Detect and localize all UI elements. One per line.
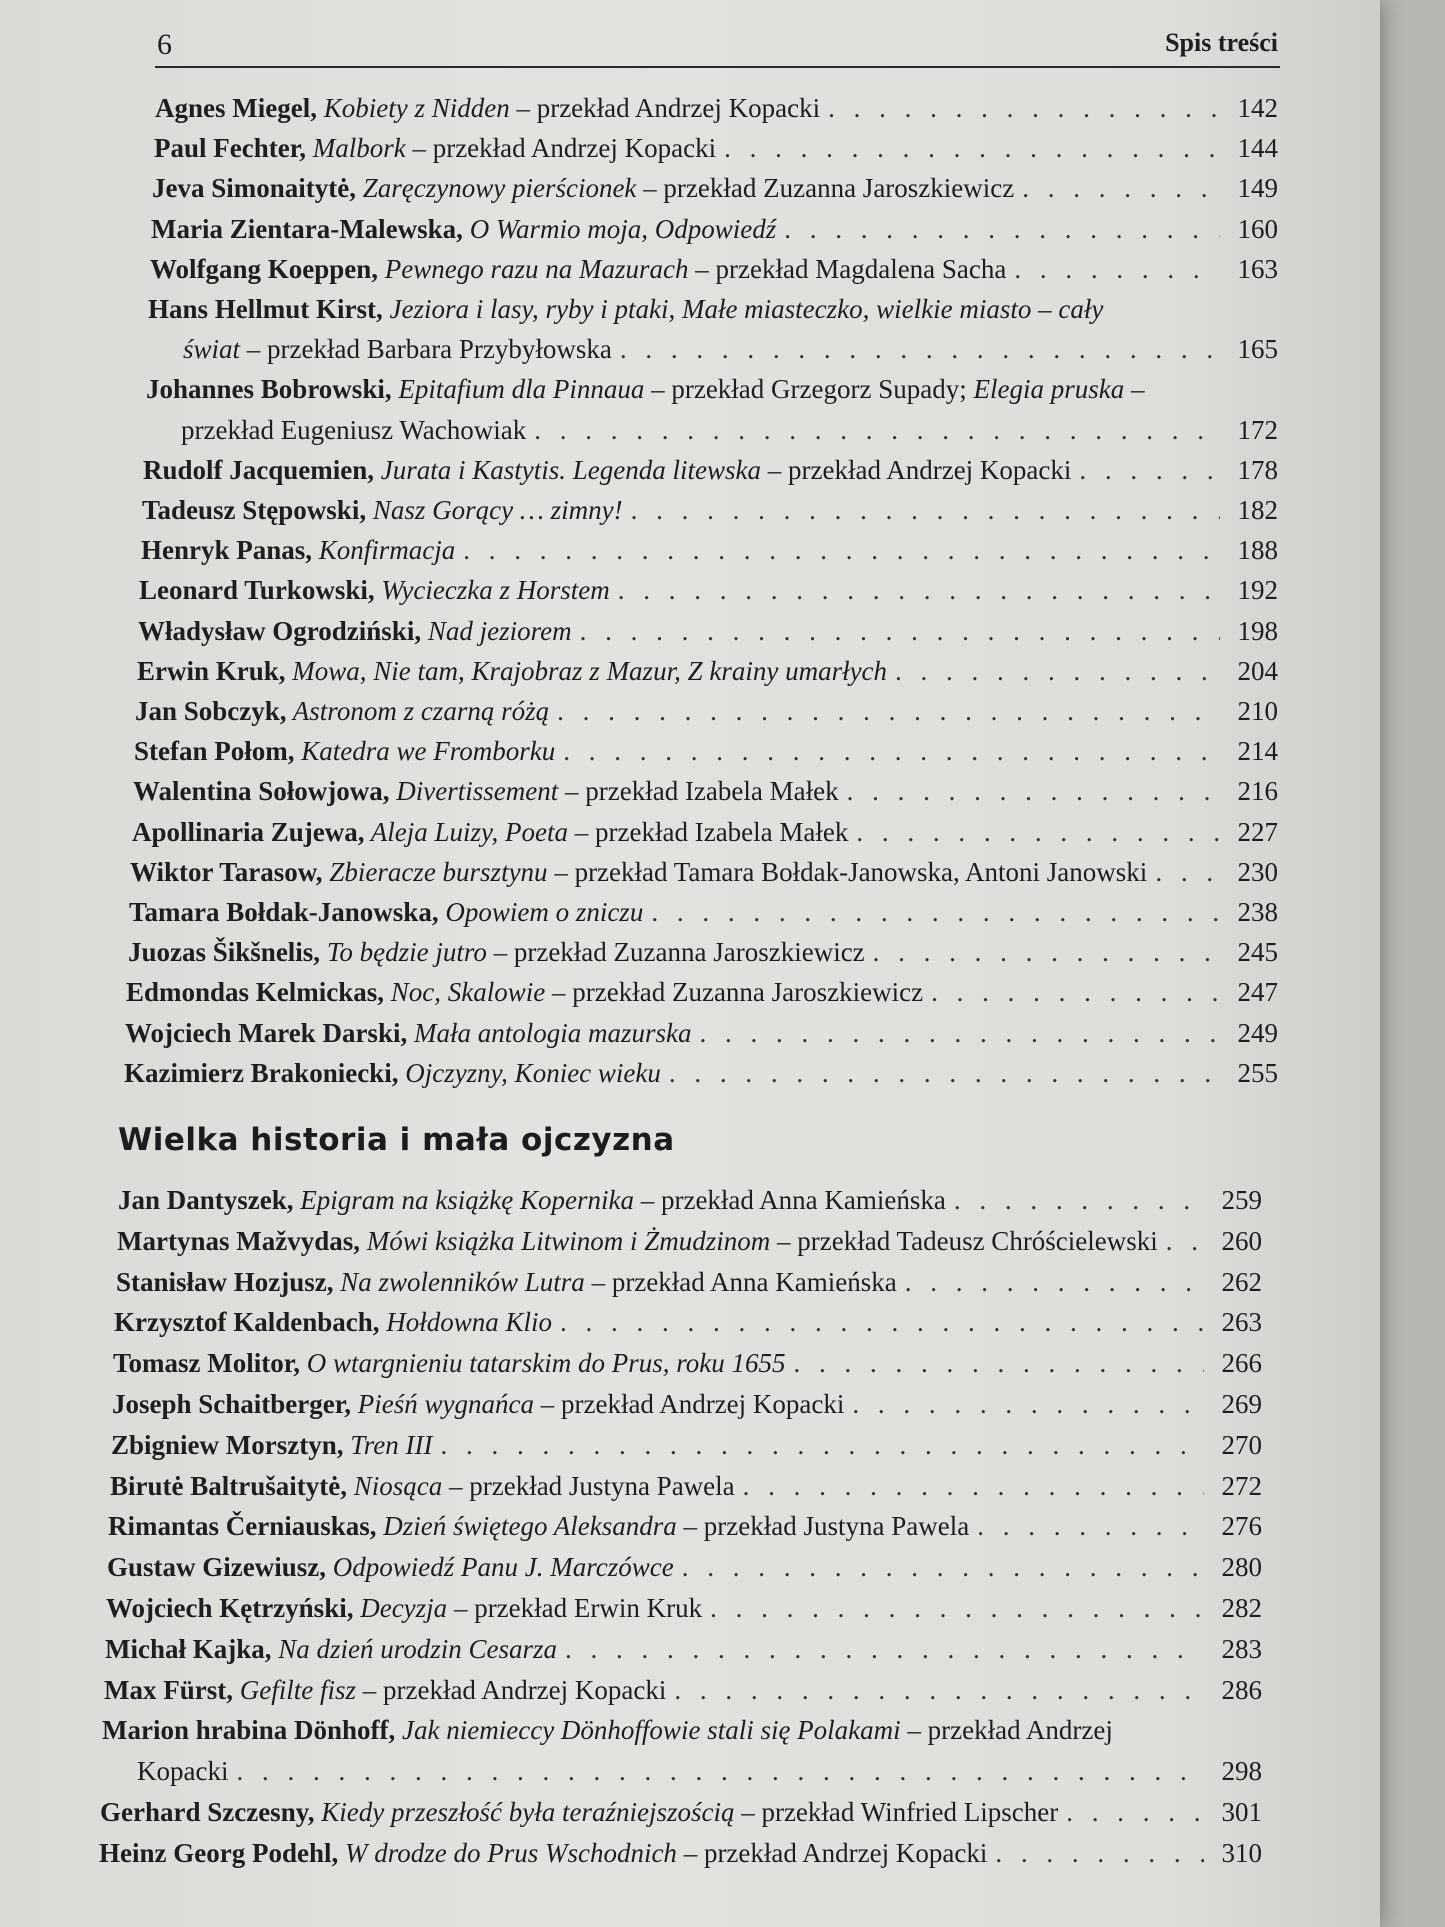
leader-dots: [618, 572, 1220, 608]
entry-text: [113, 1345, 786, 1381]
entry-title: Aleja Luizy, Poeta: [364, 816, 569, 847]
entry-page-number: 227: [1237, 816, 1278, 847]
entry-page-number: 247: [1237, 977, 1278, 1008]
leader-dots: [1079, 452, 1220, 488]
entry-page-number: 276: [1221, 1511, 1262, 1542]
leader-dots: [651, 894, 1220, 930]
entry-text: [154, 130, 716, 166]
entry-translator: – przekład Zuzanna Jaroszkiewicz: [486, 937, 865, 968]
leader-dots: [682, 1549, 1204, 1585]
entry-author: Heinz Georg Podehl,: [99, 1837, 339, 1868]
entry-title: Odpowiedź Panu J. Marczówce: [326, 1552, 674, 1583]
entry-translator: – przekład Anna Kamieńska: [633, 1185, 946, 1215]
entry-title: Ojczyzny, Koniec wieku: [398, 1057, 661, 1088]
leader-dots: [852, 1386, 1204, 1422]
entry-text: [148, 291, 1103, 327]
leader-dots: [856, 814, 1220, 850]
entry-text: [146, 371, 1144, 407]
toc-entry: [146, 371, 1144, 407]
entry-page-number: 282: [1221, 1593, 1262, 1623]
entry-translator: – przekład Winfried Lipscher: [734, 1797, 1059, 1827]
entry-translator: – przekład Justyna Pawela: [676, 1511, 970, 1542]
entry-title: Astronom z czarną różą: [286, 696, 550, 726]
toc-entry: [130, 854, 1278, 890]
entry-page-number: 142: [1237, 93, 1278, 123]
entry-title: Nasz Gorący … zimny!: [366, 495, 623, 525]
entry-page-number: 165: [1237, 334, 1278, 365]
entry-text: [152, 170, 1014, 206]
toc-entry: [102, 1712, 1113, 1748]
toc-entry: [133, 773, 1278, 809]
toc-entry: [145, 412, 1278, 448]
entry-text: [141, 532, 455, 568]
leader-dots: [710, 1590, 1204, 1626]
entry-author: Erwin Kruk,: [137, 655, 286, 686]
entry-author: Wojciech Kętrzyński,: [106, 1593, 354, 1623]
entry-text: [125, 1015, 691, 1051]
entry-translator: – przekład Izabela Małek: [558, 776, 839, 807]
toc-entry: [112, 1386, 1262, 1422]
toc-entry: [152, 170, 1278, 206]
entry-translator: – przekład Justyna Pawela: [442, 1470, 735, 1501]
toc-entry: [104, 1672, 1262, 1708]
entry-title: Niosąca: [346, 1470, 443, 1501]
entry-title: Elegia pruska: [966, 374, 1125, 405]
entry-page-number: 255: [1237, 1057, 1278, 1088]
entry-page-number: 238: [1237, 897, 1278, 927]
toc-entry: [132, 814, 1278, 850]
section-heading: Wielka historia i mała ojczyzna: [118, 1122, 675, 1158]
entry-author: Walentina Sołowjowa,: [133, 776, 390, 807]
entry-translator: – przekład Grzegorz Supady;: [644, 374, 967, 405]
entry-page-number: 182: [1237, 495, 1278, 525]
toc-entry: [100, 1794, 1262, 1830]
entry-author: Henryk Panas,: [141, 535, 313, 566]
entry-translator: – przekład Zuzanna Jaroszkiewicz: [636, 173, 1015, 204]
entry-author: Johannes Bobrowski,: [146, 374, 392, 405]
entry-text: [130, 854, 1147, 890]
entry-author: Tamara Bołdak-Janowska,: [129, 897, 439, 927]
entry-text: [124, 1055, 661, 1091]
toc-entry: [106, 1590, 1262, 1626]
entry-author: Leonard Turkowski,: [139, 575, 375, 606]
entry-author: Rudolf Jacquemien,: [143, 454, 375, 485]
leader-dots: [1014, 251, 1220, 287]
entry-page-number: 270: [1221, 1429, 1262, 1460]
entry-author: Jan Sobczyk,: [135, 696, 287, 726]
entry-page-number: 188: [1237, 535, 1278, 566]
entry-page-number: 298: [1221, 1756, 1262, 1787]
toc-entry: [139, 572, 1278, 608]
entry-page-number: 283: [1221, 1633, 1262, 1664]
toc-entry: [107, 1549, 1262, 1585]
entry-author: Juozas Šikšnelis,: [128, 937, 321, 968]
leader-dots: [563, 733, 1220, 769]
entry-author: Gustaw Gizewiusz,: [107, 1552, 326, 1583]
leader-dots: [669, 1055, 1220, 1091]
entry-title: Opowiem o zniczu: [438, 897, 644, 927]
entry-text: [99, 1835, 987, 1871]
leader-dots: [463, 532, 1220, 568]
entry-translator: – przekład Andrzej: [900, 1715, 1113, 1746]
entry-text: [118, 1182, 946, 1218]
toc-entry: [124, 1055, 1278, 1091]
entry-text: [137, 653, 887, 689]
entry-translator: – przekład Barbara Przybyłowska: [240, 334, 612, 365]
entry-author: Jan Dantyszek,: [118, 1185, 294, 1215]
toc-entry: [142, 492, 1278, 528]
entry-title: Na dzień urodzin Cesarza: [271, 1633, 558, 1664]
entry-title: Divertissement: [389, 776, 559, 807]
entry-page-number: 163: [1237, 253, 1278, 284]
entry-title: Mowa, Nie tam, Krajobraz z Mazur, Z krainy umarłych: [285, 655, 888, 686]
entry-author: Tomasz Molitor,: [113, 1348, 300, 1379]
entry-title: Na zwolenników Lutra: [333, 1266, 585, 1297]
toc-entry: [105, 1631, 1262, 1667]
toc-entry: [134, 733, 1278, 769]
entry-page-number: 280: [1221, 1552, 1262, 1583]
entry-title: Tren III: [343, 1429, 433, 1460]
toc-entry: [143, 452, 1278, 488]
toc-entry: [155, 90, 1278, 126]
entry-text: [112, 1386, 844, 1422]
entry-title: Noc, Skalowie: [384, 977, 546, 1008]
entry-page-number: 210: [1237, 696, 1278, 726]
leader-dots: [847, 773, 1220, 809]
toc-entry: [116, 1264, 1262, 1300]
entry-translator: – przekład Izabela Małek: [568, 816, 849, 847]
entry-title: Katedra we Fromborku: [294, 736, 556, 767]
entry-translator: – przekład Andrzej Kopacki: [676, 1837, 988, 1868]
leader-dots: [794, 1345, 1205, 1381]
entry-title: Pewnego razu na Mazurach: [378, 253, 689, 284]
entry-page-number: 149: [1237, 173, 1278, 204]
entry-author: Agnes Miegel,: [155, 93, 317, 123]
entry-translator: Kopacki: [137, 1756, 229, 1787]
entry-page-number: 216: [1237, 776, 1278, 807]
entry-text: [133, 773, 839, 809]
toc-entry: [128, 934, 1278, 970]
entry-text: [139, 572, 610, 608]
entry-text: [114, 1304, 552, 1340]
entry-page-number: 272: [1221, 1470, 1262, 1501]
entry-title: Kiedy przeszłość była teraźniejszością: [314, 1797, 735, 1827]
entry-author: Jeva Simonaitytė,: [152, 173, 356, 204]
entry-author: Maria Zientara-Malewska,: [151, 213, 463, 244]
entry-translator: – przekład Tamara Bołdak-Janowska, Antoni Janowski: [547, 856, 1148, 887]
entry-title: Konfirmacja: [312, 535, 456, 566]
entry-author: Max Fürst,: [104, 1674, 233, 1705]
entry-author: Apollinaria Zujewa,: [132, 816, 365, 847]
entry-author: Joseph Schaitberger,: [112, 1389, 352, 1419]
entry-translator: – przekład Andrzej Kopacki: [355, 1674, 667, 1705]
entry-translator: – przekład Magdalena Sacha: [688, 253, 1007, 284]
entry-text: [143, 452, 1071, 488]
entry-title: W drodze do Prus Wschodnich: [338, 1837, 677, 1868]
entry-title: Malbork: [305, 133, 406, 164]
leader-dots: [580, 613, 1220, 649]
entry-author: Stanisław Hozjusz,: [116, 1266, 334, 1297]
entry-text: [155, 90, 820, 126]
leader-dots: [236, 1753, 1204, 1789]
entry-text: [116, 1264, 897, 1300]
entry-page-number: 260: [1221, 1225, 1262, 1256]
entry-text: [142, 492, 623, 528]
leader-dots: [565, 1631, 1204, 1667]
leader-dots: [995, 1835, 1204, 1871]
leader-dots: [724, 130, 1220, 166]
entry-author: Wiktor Tarasow,: [130, 856, 323, 887]
entry-text: [117, 1223, 1158, 1259]
leader-dots: [631, 492, 1220, 528]
entry-translator: – przekład Erwin Kruk: [447, 1593, 703, 1623]
entry-title: Hołdowna Klio: [379, 1307, 553, 1338]
leader-dots: [620, 331, 1220, 367]
entry-title: Epigram na książkę Kopernika: [293, 1185, 634, 1215]
entry-translator: – przekład Andrzej Kopacki: [761, 454, 1072, 485]
leader-dots: [1166, 1223, 1204, 1259]
toc-entry: [141, 532, 1278, 568]
leader-dots: [699, 1015, 1220, 1051]
entry-text: [145, 412, 526, 448]
leader-dots: [534, 412, 1220, 448]
entry-title: Pieśń wygnańca: [351, 1389, 534, 1419]
entry-text: [105, 1631, 557, 1667]
toc-entry: [147, 331, 1278, 367]
entry-translator: przekład Eugeniusz Wachowiak: [181, 414, 527, 445]
leader-dots: [1066, 1794, 1204, 1830]
entry-text: [111, 1427, 433, 1463]
entry-text: [138, 613, 572, 649]
entry-translator: – przekład Andrzej Kopacki: [405, 133, 717, 164]
entry-author: Martynas Mažvydas,: [117, 1225, 360, 1256]
entry-translator: – przekład Andrzej Kopacki: [509, 93, 821, 123]
entry-page-number: 178: [1237, 454, 1278, 485]
toc-entry: [138, 613, 1278, 649]
entry-page-number: 204: [1237, 655, 1278, 686]
page-number: 6: [157, 28, 172, 61]
toc-entry: [126, 974, 1278, 1010]
entry-title: O Warmio moja, Odpowiedź: [462, 213, 777, 244]
entry-translator: –: [1124, 374, 1145, 405]
toc-entry: [101, 1753, 1262, 1789]
leader-dots: [1022, 170, 1220, 206]
entry-title: To będzie jutro: [320, 937, 487, 968]
entry-title: Mówi książka Litwinom i Żmudzinom: [359, 1225, 771, 1256]
leader-dots: [895, 653, 1220, 689]
entry-title: Gefilte fisz: [232, 1674, 356, 1705]
entry-translator: – przekład Anna Kamieńska: [584, 1266, 897, 1297]
toc-entry: [148, 291, 1103, 327]
leader-dots: [873, 934, 1220, 970]
leader-dots: [905, 1264, 1204, 1300]
entry-page-number: 259: [1221, 1185, 1262, 1215]
toc-entry: [117, 1223, 1262, 1259]
entry-author: Gerhard Szczesny,: [100, 1797, 315, 1827]
entry-author: Paul Fechter,: [154, 133, 306, 164]
toc-entry: [114, 1304, 1262, 1340]
entry-text: [110, 1468, 735, 1504]
toc-entry: [125, 1015, 1278, 1051]
toc-entry: [110, 1468, 1262, 1504]
entry-author: Stefan Połom,: [134, 736, 295, 767]
entry-author: Birutė Baltrušaitytė,: [110, 1470, 347, 1501]
entry-text: [129, 894, 643, 930]
entry-page-number: 245: [1237, 937, 1278, 968]
toc-entry: [150, 251, 1278, 287]
entry-translator: – przekład Zuzanna Jaroszkiewicz: [545, 977, 924, 1008]
entry-title: Dzień świętego Aleksandra: [376, 1511, 677, 1542]
leader-dots: [784, 211, 1220, 247]
entry-page-number: 310: [1221, 1837, 1262, 1868]
toc-entry: [118, 1182, 1262, 1218]
entry-text: [101, 1753, 228, 1789]
toc-entry: [151, 211, 1278, 247]
entry-title: Zbieracze bursztynu: [322, 856, 548, 887]
entry-text: [106, 1590, 702, 1626]
entry-text: [134, 733, 555, 769]
entry-author: Edmondas Kelmickas,: [126, 977, 385, 1008]
entry-author: Rimantas Černiauskas,: [108, 1511, 377, 1542]
entry-title: Nad jeziorem: [421, 615, 572, 646]
leader-dots: [828, 90, 1220, 126]
entry-text: [102, 1712, 1113, 1748]
entry-page-number: 172: [1237, 414, 1278, 445]
leader-dots: [674, 1672, 1204, 1708]
entry-page-number: 160: [1237, 213, 1278, 244]
entry-text: [108, 1508, 969, 1544]
entry-author: Krzysztof Kaldenbach,: [114, 1307, 380, 1338]
entry-author: Wolfgang Koeppen,: [150, 253, 379, 284]
leader-dots: [1155, 854, 1220, 890]
leader-dots: [931, 974, 1220, 1010]
entry-title: Jak niemieccy Dönhoffowie stali się Polakami: [395, 1715, 901, 1746]
entry-author: Władysław Ogrodziński,: [138, 615, 422, 646]
entry-page-number: 263: [1221, 1307, 1262, 1338]
toc-entry: [111, 1427, 1262, 1463]
entry-author: Tadeusz Stępowski,: [142, 495, 367, 525]
leader-dots: [743, 1468, 1204, 1504]
entry-page-number: 230: [1237, 856, 1278, 887]
entry-page-number: 249: [1237, 1017, 1278, 1048]
entry-title: Mała antologia mazurska: [407, 1017, 692, 1048]
leader-dots: [954, 1182, 1204, 1218]
entry-title: Zaręczynowy pierścionek: [355, 173, 637, 204]
toc-entry: [129, 894, 1278, 930]
entry-title: Jeziora i lasy, ryby i ptaki, Małe miasteczko, wielkie miasto – cały: [382, 294, 1104, 324]
toc-entry: [108, 1508, 1262, 1544]
toc-entry: [135, 693, 1278, 729]
entry-text: [135, 693, 549, 729]
toc-entry: [113, 1345, 1262, 1381]
entry-translator: – przekład Andrzej Kopacki: [533, 1389, 845, 1419]
entry-title: świat: [183, 334, 241, 365]
toc-entry: [137, 653, 1278, 689]
leader-dots: [977, 1508, 1204, 1544]
entry-author: Marion hrabina Dönhoff,: [102, 1715, 396, 1746]
entry-title: Epitafium dla Pinnaua: [391, 374, 645, 405]
entry-page-number: 269: [1221, 1389, 1262, 1419]
leader-dots: [560, 1304, 1204, 1340]
entry-page-number: 198: [1237, 615, 1278, 646]
entry-text: [128, 934, 865, 970]
entry-page-number: 286: [1221, 1674, 1262, 1705]
entry-title: O wtargnieniu tatarskim do Prus, roku 1655: [300, 1348, 786, 1379]
entry-author: Zbigniew Morsztyn,: [111, 1429, 344, 1460]
toc-entry: [154, 130, 1278, 166]
entry-page-number: 214: [1237, 736, 1278, 767]
entry-page-number: 266: [1221, 1348, 1262, 1379]
entry-title: Wycieczka z Horstem: [374, 575, 610, 606]
entry-author: Hans Hellmut Kirst,: [148, 294, 383, 324]
entry-author: Wojciech Marek Darski,: [125, 1017, 408, 1048]
entry-text: [107, 1549, 674, 1585]
entry-title: Decyzja: [353, 1593, 448, 1623]
entry-title: Jurata i Kastytis. Legenda litewska: [374, 454, 762, 485]
running-head: Spis treści: [1165, 28, 1278, 57]
entry-page-number: 192: [1237, 575, 1278, 606]
entry-text: [147, 331, 612, 367]
entry-text: [151, 211, 776, 247]
entry-translator: – przekład Tadeusz Chróścielewski: [770, 1225, 1158, 1256]
leader-dots: [441, 1427, 1205, 1463]
leader-dots: [557, 693, 1220, 729]
toc-entry: [99, 1835, 1262, 1871]
entry-author: Kazimierz Brakoniecki,: [124, 1057, 399, 1088]
entry-author: Michał Kajka,: [105, 1633, 272, 1664]
entry-page-number: 301: [1221, 1797, 1262, 1827]
entry-page-number: 262: [1221, 1266, 1262, 1297]
entry-text: [100, 1794, 1058, 1830]
entry-page-number: 144: [1237, 133, 1278, 164]
entry-text: [126, 974, 923, 1010]
entry-title: Kobiety z Nidden: [316, 93, 510, 123]
entry-text: [104, 1672, 666, 1708]
entry-text: [150, 251, 1006, 287]
entry-text: [132, 814, 848, 850]
